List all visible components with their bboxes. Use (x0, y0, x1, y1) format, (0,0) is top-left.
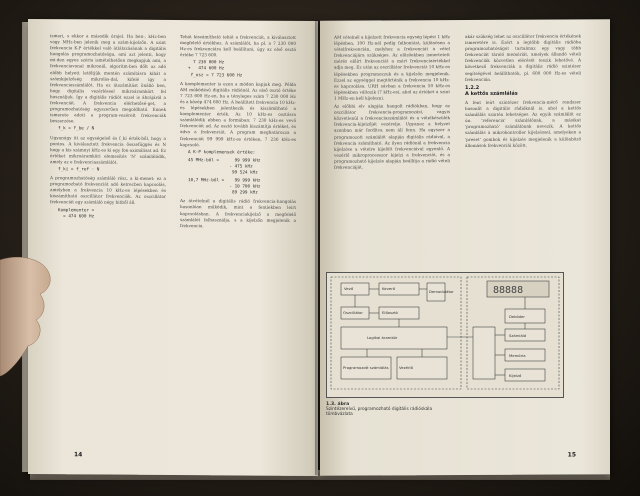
block-label: Kijelző (509, 373, 522, 378)
paragraph: akár szükség lehet az oszcillátor frekvencia értékének ismeretére is. Ezért a legtöbb digitális rádióba programozhatóságot tartalmaz egy vagy több frekvenciát tároló memóriát, amelyek állandó vételi frekvenciák közvetlen elérését teszik lehetővé. A következő frekvenciák a digitális rádió szintézer segítségével beállíthatók, pl. 600 000 Hz-es vételi frekvencián. (465, 33, 581, 82)
page-number-left: 14 (74, 451, 83, 459)
formula: 10,7 MHz-ből = 99 999 kHz - 10 700 kHz 89 299 kHz (188, 178, 261, 196)
paragraph: AM vételnél a kijelzett frekvencia egység lépést 1 kHz lépésben, 100 Hz-nél pedig felbontást, különösen a vételfrekvencián, melyhez a frekvenciát a vétel frekvenciájára szükséges. Az előzőekben ismertetett mérés előírt frekvenciát a mért frekvenciaértékkel adja meg. Ez után az oszcillátor frekvenciát 10 kHz-es lépésekben programozzuk és a kijelzőn megjelenik. Ezzel az egységgel megtörténik a frekvencia 10 kHz-es kapcsolása. URH sávban a frekvencia 50 kHz-es lépésekben változik (7 kHz-es), ahol az értéket a szint 1 MHz-en kell kijelezni. (334, 34, 450, 101)
block-label: Demodulátor (429, 289, 454, 294)
page-number-right: 15 (567, 451, 576, 459)
block-label: Keverő (382, 286, 396, 291)
block-label: Vevő (344, 286, 354, 291)
block-diagram (327, 273, 563, 397)
figure-caption (326, 402, 456, 417)
paragraph: A programozhatóság számláló rész, a ki-menet: ez a programozható frekvenciát adó ketrecben kapcsolás, amelyben a frekvencia 10 kHz-es lépésekben és kiszámítható oszcillátor frekvenciák. Az oszcillátor frekvenciát egy számláló négy bitből áll. (50, 175, 166, 206)
left-page (28, 19, 318, 476)
block-label: Vezérlő (399, 365, 413, 370)
section-number: 1.2.2 (465, 84, 480, 91)
paragraph: Tehát kiszámítható tehát a frekvenciát, a kiválasztott megfelelő értékhez. A számlálót, ha pl. a 7 230 000 Hz-es frekvenciára kell beállítani, úgy az első osztó értéke 7 723 600. (180, 34, 296, 58)
block-label: Előosztó (382, 310, 398, 315)
block-label: Oszcillátor (343, 310, 363, 315)
paragraph: Az átvételnél a digitális rádió frekvencia-hangolás hasonlóan működik, mint a fentiekben leírt kapcsolásban. A frekvenciakijelző a megfelelő számlálót felhasználja, s a kijelzőn megjelenik a frekvencia. (180, 198, 296, 228)
display-digits: 88888 (493, 285, 524, 296)
formula: Komplementer = = 474 600 Hz (58, 207, 95, 220)
left-page-column-2 (180, 34, 296, 232)
formula: A K-P komplemensek értéke: (188, 149, 256, 156)
paragraph: A fent leírt szintézer frekvencia-mérő rendszer hasonlít a digitális rádióknál is, ahol a kettős számlálás szintén lehetséges. Az egyik számlálót az ún. 'referencia' számlálónak, a másikat 'programozható' számlálónak nevezik. A kettős számlálás a mikrokontroller kijelzéssel, amelyeken a 'preset' gombok és kijelzés megjelenik a különböző állomások frekvenciái között. (465, 99, 581, 148)
figure-number: 1.3. ábra (326, 402, 350, 407)
paragraph: ismeri, s ekkor a második órajel. Ha ben-, kHz-ben vagy MHz-ben jelenik meg a szám-kijelzőn. A szint frekvencia K-P értékkel való átlátszásának a digitális hangolás programozhatósága, ami azt jelenti, hogy mi-den egyes széria ismételhetően megkapjuk ami, a frekvenciavonal mikronál, algoritm-ben dőlt az adó előbb helyett letöltjük mentén számításra kihát a számkijelzőség mikrolás-dal, kifelé így a frekvenciaszámlálót. Ha ez átszámítást önálló ben, hogy digitális vezérléssel mikroáramkört fel használjuk. Így a digitális rádiót ezzel is ábrájáról a frekvenciát. A frekvencia elérhetősé-get, a programozhatóság egyszerűen megoldható. Ennek ismerete adott a program-vezérelt frekvenciák beszerzése. (50, 33, 166, 124)
block-diagram-figure (326, 272, 564, 398)
formula: 45 MHz-ből = 99 999 kHz - 475 kHz 99 524 kHz (188, 157, 261, 176)
hand-image (0, 250, 60, 380)
paragraph: A komplementer is ezen a módon kapjuk meg. Példa AM működésű digitális rádiónál. Az első osztó értéke 7 723 600 Hz-en, ha a tényleges szám 7 230 000 Hz és a közép 474 600 Hz. A beállított frekvencia 10 kHz-es lépésekben jelentkezik és kiszámítható a komplementer érték. Az 10 kHz-es osztásra számlálódik ebben a formában: 7 230 kHz-es vevő frekvenciát ad. Az osztó tovább kiszámítja értéket, és adva a frekvenciát. A program meghatározza a frekvenciát 99 999 kHz-es értéken, 7 230 kHz-es kapcsoló. (180, 80, 296, 147)
block-label: Memória (509, 353, 526, 358)
block-box (473, 327, 495, 379)
left-page-column-1 (50, 33, 166, 223)
open-book (28, 20, 610, 475)
formula: f_ki = f_ref · N (58, 167, 100, 173)
section-title: A kettős számlálás (465, 90, 518, 97)
right-page-column-1 (334, 34, 450, 273)
block-label: Dekóder (509, 314, 525, 319)
block-label: Programozott számlálás (343, 365, 389, 370)
block-label: Számláló (509, 333, 527, 338)
formula: 7 230 000 Hz + 474 600 Hz f_osz = 7 723 600 Hz (188, 60, 243, 79)
figure-caption-text: Szintézerelvű, programozható digitális rádióskála tömbvázlata (326, 407, 433, 417)
paragraph: Az előbbi elv alapján hangolt rádiókban, hogy az oszcillátor frekvencia-programozást, vagyis közvetlenül a frekvenciaszámlálót és a vételkészülék frekvencia-kijelzőjét vezérelje. Ugyanez a helyzet azonban már fordítva nem áll fenn. Ha egyszer a programozott számlálót alapján digitális rádióval, a frekvencia számítható. Az ilyen rádiónál a frekvencia kijelzése a vételre kijelölt frekvenciával egyenlő. A vezérlő mikroprocesszor kijelzi a frekvenciát, és a programozható kijelzés alapján beállítja a rádió vételi frekvenciáját. (334, 103, 450, 170)
block-label: Logikai áramkör (367, 335, 398, 340)
right-page-column-2 (465, 33, 581, 272)
paragraph: Ugyanúgy itt az egységelső és f_ki érték-ből, hogy a pontos. A kiválasztott frekvencia összefüggés és N hogy a kis számnyi kHz-es ki egy fon-aximálisat ad. Ez értéket mikroáramköri elemesítés 'N' számlálódik, amely az e frekvenciaszámlálót. (50, 134, 166, 165)
formula: f_k = f_be / N (58, 126, 95, 132)
